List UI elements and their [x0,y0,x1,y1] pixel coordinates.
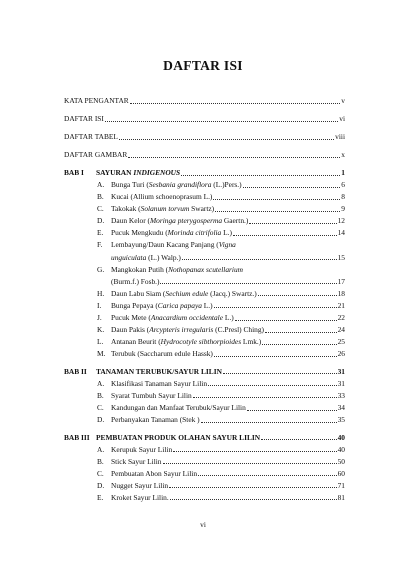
toc-entry-antanan-beurit[interactable] [64,337,345,347]
entry-text: Mangkokan Putih ( [111,264,169,274]
entry-letter: B. [97,390,104,400]
toc-entry-mangkokan-putih-line2[interactable] [64,277,345,287]
entry-text: Kerupuk Sayur Lilin [111,444,173,454]
entry-page: 6 [341,180,345,189]
page-number-footer: vi [200,520,206,529]
entry-letter: M. [97,349,106,359]
dot-leader [223,373,337,374]
dot-leader [262,344,336,345]
dot-leader [265,332,337,333]
dot-leader [119,139,334,140]
entry-letter: C. [97,403,104,412]
entry-letter: B. [97,192,104,202]
toc-entry-stick[interactable] [64,457,345,467]
entry-text: Lembayung/Daun Kacang Panjang ( [111,240,219,250]
dot-leader [208,385,337,386]
entry-page: 12 [337,216,345,226]
entry-page: 8 [341,192,345,202]
entry-page: 18 [337,288,345,298]
toc-entry-page: vi [339,114,345,123]
entry-text: Bunga Turi ( [111,180,149,189]
chapter-title-italic: INDIGENOUS [133,168,181,177]
toc-entry-abon[interactable] [64,469,345,479]
dot-leader [214,307,337,308]
toc-entry-bunga-turi[interactable] [64,180,345,190]
entry-letter: C. [97,468,104,478]
entry-text-tail: (Jacq.) Swartz.) [208,288,257,298]
entry-letter: G. [97,264,105,274]
entry-letter: A. [97,444,105,454]
dot-leader [181,175,340,176]
entry-page: 25 [337,337,345,347]
entry-text: Kroket Sayur Lilin. [111,492,169,502]
entry-text-italic: Moringa pterygosperma [150,216,223,226]
dot-leader [193,397,337,398]
chapter-title: SAYURAN [96,168,134,177]
dot-leader [214,356,337,357]
chapter-code: BAB II [64,366,87,376]
toc-entry-kroket[interactable] [64,493,345,503]
entry-text: Klasifikasi Tanaman Sayur Lilin [111,378,208,388]
entry-page: 35 [337,415,345,425]
chapter-code: BAB I [64,168,84,177]
entry-text: Daun Kelor ( [111,216,150,226]
entry-text: Daun Labu Siam ( [111,288,166,298]
entry-text-italic: Sesbania grandiflora [148,180,212,189]
entry-letter: E. [97,492,104,502]
entry-letter: C. [97,204,104,214]
entry-letter: K. [97,325,105,335]
entry-page: 71 [337,480,345,490]
toc-entry-label: DAFTAR ISI [64,114,104,123]
entry-page: 9 [341,204,345,214]
toc-entry-klasifikasi[interactable] [64,379,345,389]
entry-page: 17 [337,276,345,286]
entry-page: 26 [337,349,345,359]
entry-page: 40 [337,444,345,454]
chapter-page: 40 [337,432,345,442]
entry-text: Pucuk Mete ( [111,313,151,323]
entry-text-tail: L.) [201,300,213,310]
toc-entry-takokak[interactable] [64,204,345,214]
dot-leader [128,157,340,158]
entry-text-tail: Lmk.) [241,337,262,347]
dot-leader [249,223,336,224]
entry-page: 21 [337,300,345,310]
entry-text-italic: Morinda citrifolia [167,228,222,238]
page-title: DAFTAR ISI [163,58,243,73]
toc-chapter-bab-2[interactable] [64,367,345,377]
entry-text-tail: L.) [221,228,232,238]
chapter-title: TANAMAN TERUBUK/SAYUR LILIN [96,366,222,376]
toc-entry-label: DAFTAR GAMBAR [64,150,128,159]
entry-text-tail: Gaertn.) [222,216,249,226]
toc-entry-syarat-tumbuh[interactable] [64,391,345,401]
entry-text: Terubuk (Saccharum edule Hassk) [111,349,213,359]
entry-text-italic: Arcypteris irregularis [149,325,214,335]
dot-leader [169,487,337,488]
entry-text-tail: L.) [223,313,234,323]
entry-page: 24 [337,325,345,335]
dot-leader [198,475,337,476]
toc-entry-kata-pengantar[interactable] [64,96,345,106]
entry-text-italic: Carica papaya [157,300,202,310]
toc-entry-daun-kelor[interactable] [64,216,345,226]
entry-text-italic: Solanum torvum [140,204,190,214]
toc-entry-pucuk-mengkudu[interactable] [64,228,345,238]
entry-text-italic: Hydrocotyle sibthorpioides [160,337,242,347]
entry-page: 34 [337,403,345,412]
entry-letter: H. [97,288,105,298]
dot-leader [258,295,337,296]
chapter-code: BAB III [64,432,90,442]
dot-leader [213,199,340,200]
dot-leader [247,410,337,411]
entry-letter: J. [97,313,102,323]
entry-page: 22 [337,313,345,323]
entry-letter: D. [97,415,105,425]
entry-text: Pembuatan Abon Sayur Lilin [111,468,198,478]
toc-entry-daun-labu-siam[interactable] [64,289,345,299]
entry-letter: B. [97,456,104,466]
toc-entry-daftar-isi[interactable] [64,114,345,124]
entry-text: Antanan Beurit ( [111,337,161,347]
entry-text: Daun Pakis ( [111,325,150,335]
dot-leader [233,235,337,236]
toc-entry-terubuk[interactable] [64,349,345,359]
entry-text: Syarat Tumbuh Sayur Lilin [111,390,192,400]
entry-letter: L. [97,337,104,347]
toc-entry-pucuk-mete[interactable] [64,313,345,323]
entry-text-tail: (L.)Pers.) [211,180,242,189]
entry-page: 15 [337,252,345,262]
entry-text: Pucuk Mengkudu ( [111,228,168,238]
entry-letter: A. [97,180,105,189]
entry-page: 33 [337,390,345,400]
toc-entry-daftar-tabel[interactable] [64,132,345,142]
dot-leader [215,211,340,212]
dot-leader [235,320,337,321]
dot-leader [130,103,341,104]
entry-text-italic: Sechium edule [165,288,209,298]
toc-entry-bunga-pepaya[interactable] [64,301,345,311]
dot-leader [173,451,336,452]
toc-entry-label: DAFTAR TABEL [64,132,118,141]
entry-letter: F. [97,240,103,250]
toc-chapter-bab-1[interactable] [64,168,345,178]
entry-text: Kucai (Allium schoenoprasum L.) [111,192,213,202]
dot-leader [170,499,337,500]
dot-leader [243,187,341,188]
entry-page: 60 [337,468,345,478]
toc-entry-lembayung-line2[interactable] [64,253,345,263]
entry-page: 31 [337,378,345,388]
toc-entry-page: viii [335,132,345,141]
entry-text: Nugget Sayur Lilin [111,480,169,490]
entry-text-tail: (L.) Walp.) [146,252,181,262]
entry-letter: I. [97,300,102,310]
toc-entry-mangkokan-putih[interactable] [64,265,345,275]
toc-chapter-bab-3[interactable] [64,433,345,443]
entry-text-tail: (C.Presl) Ching) [213,325,265,335]
entry-text-italic: Anacardium occidentale [150,313,224,323]
chapter-title: PEMBUATAN PRODUK OLAHAN SAYUR LILIN [96,432,261,442]
dot-leader [201,422,337,423]
entry-page: 50 [337,456,345,466]
toc-entry-page: v [341,96,345,105]
chapter-page: 1 [341,168,345,177]
entry-letter: D. [97,216,105,226]
toc-entry-kandungan[interactable] [64,403,345,413]
toc-entry-daun-pakis[interactable] [64,325,345,335]
entry-text-italic: Nothopanax scutellarium [168,264,244,274]
entry-text: Kandungan dan Manfaat Terubuk/Sayur Lilin [111,403,246,412]
toc-entry-daftar-gambar[interactable] [64,150,345,160]
dot-leader [182,259,337,260]
toc-entry-page: x [341,150,345,159]
entry-text-italic: unguiculata [111,252,147,262]
dot-leader [105,121,338,122]
entry-text: Stick Sayur Lilin [111,456,162,466]
dot-leader [163,463,337,464]
toc-entry-nugget[interactable] [64,481,345,491]
entry-text: Takokak ( [111,204,141,214]
toc-entry-lembayung[interactable] [64,240,345,250]
dot-leader [261,439,336,440]
toc-entry-kerupuk[interactable] [64,445,345,455]
entry-text: Perbanyakan Tanaman (Stek ) [111,415,200,425]
entry-text-italic: Vigna [218,240,236,250]
entry-text: Bunga Pepaya ( [111,300,158,310]
dot-leader [160,283,336,284]
toc-entry-kucai[interactable] [64,192,345,202]
entry-letter: A. [97,378,105,388]
entry-text-tail: Swartz) [189,204,215,214]
entry-text-tail: (Burm.f.) Fosb.) [111,276,160,286]
entry-page: 81 [337,492,345,502]
entry-page: 14 [337,228,345,238]
table-of-contents [64,96,345,505]
toc-entry-label: KATA PENGANTAR [64,96,129,105]
entry-letter: D. [97,480,105,490]
toc-entry-perbanyakan[interactable] [64,415,345,425]
chapter-page: 31 [337,366,345,376]
entry-letter: E. [97,228,104,238]
